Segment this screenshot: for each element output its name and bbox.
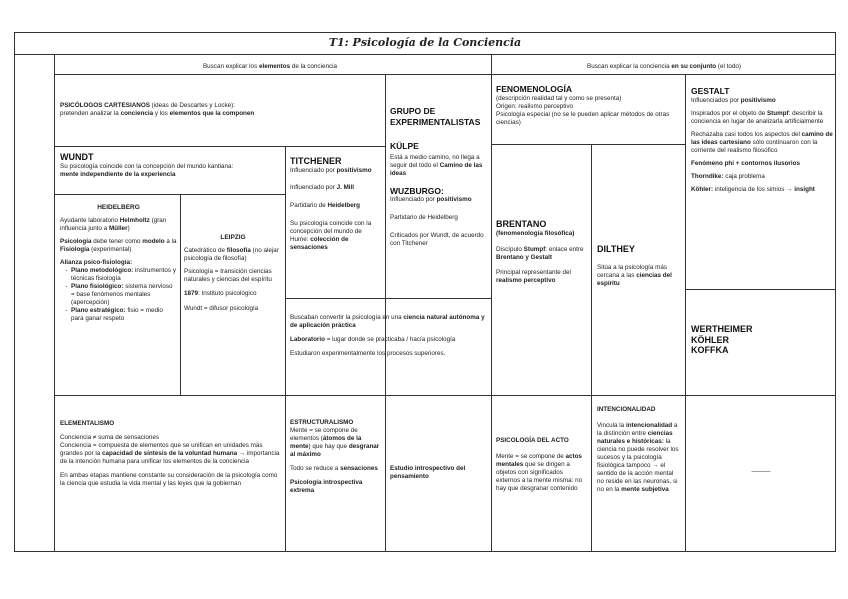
estructuralismo-box: ESTRUCTURALISMO Mente = se compone de elementos (átomos de la mente) que hay que desgranar al máximo Todo se reduce a sensaciones Psicología introspectiva extrema bbox=[290, 419, 380, 494]
experimental-aims: Buscaban convertir la psicología en una ciencia natural autónoma y de aplicación práctica Laboratorio = lugar donde se practicaba / hacía psicología Estudiaron experimentalmente los procesos superiores. bbox=[290, 314, 485, 357]
left-banner: Buscan explicar los elementos de la conciencia bbox=[202, 63, 338, 70]
brentano-box: BRENTANO (fenomenología filosófica) Discípulo Stumpf: enlace entre Brentano y Gestalt Principal representante del realismo perceptivo bbox=[496, 219, 584, 284]
titchener-box: TITCHENER Influenciado por positivismo Influenciado por J. Mill Partidario de Heidelberg Su psicología coincide con la concepción del mundo de Hume: colección de sensaciones bbox=[290, 156, 372, 251]
gestalt-box: GESTALT Influenciados por positivismo Inspirados por el objeto de Stumpf: describir la conciencia en lugar de analizarla artificialmente Rechazaba casi todos los aspectos del camino de las ideas cartesiano sólo continuaron con la corriente del realismo filosófico Fenómeno phi + contornos ilusorios Thorndike: caja problema Köhler: inteligencia de los simios → insight bbox=[691, 86, 833, 193]
page-title: T1: Psicología de la Conciencia bbox=[328, 36, 522, 49]
introspective-study: Estudio introspectivo del pensamiento bbox=[390, 465, 466, 480]
dilthey-box: DILTHEY Sitúa a la psicología más cercana a las ciencias del espíritu bbox=[597, 244, 672, 287]
psicologia-acto-box: PSICOLOGÍA DEL ACTO Mente = se compone de actos mentales que se dirigen a objetos con significados externos a la mente misma: no hay que desgranar contenido bbox=[496, 437, 583, 492]
gestalt-authors: WERTHEIMER KÖHLER KOFFKA bbox=[691, 324, 753, 355]
list-item: - Plano metodológico: instrumentos y técnicas fisiología bbox=[71, 267, 177, 283]
leipzig-box: LEIPZIG Catedrático de filosofía (no alejar psicología de filosofía) Psicología = transición ciencias naturales y ciencias del espíritu 1879: Instituto psicológico Wundt = difusor psicología bbox=[184, 234, 279, 312]
fenomenologia-box: FENOMENOLOGÍA (descripción realidad tal y como se presenta) Origen: realismo perceptivo Psicología especial (no se le pueden aplicar métodos de otras ciencias) bbox=[496, 84, 670, 126]
grupo-title: GRUPO DE EXPERIMENTALISTAS bbox=[390, 106, 481, 127]
heidelberg-box: HEIDELBERG Ayudante laboratorio Helmholtz (gran influencia junto a Müller) Psicología debe tener como modelo a la Fisiología (experimental) Alianza psico-fisiología: - Plano metodológico: instrumentos y técnicas fisiología - Plano fisiológico: sistema nervioso = base fenómenos mentales (apercepción) - Plano estratégico: fisio = medio para ganar respeto bbox=[60, 204, 177, 323]
intencionalidad-box: INTENCIONALIDAD Vincula la intencionalidad a la distinción entre ciencias naturales e históricas: la ciencia no puede resolver los sucesos y la psicología fisiológica tampoco → el sentido de la acción mental no reside en las neuronas, si no en la mente subjetiva bbox=[597, 406, 679, 493]
wundt-box: WUNDT Su psicología coincide con la concepción del mundo kantiana: mente independiente de la experiencia bbox=[60, 152, 234, 178]
kulpe-box: KÜLPE Está a medio camino, no llega a seguir del todo el Camino de las ideas WUZBURGO: Influenciado por positivismo Partidario de Heidelberg Criticados por Wundt, de acuerdo con Titchener bbox=[390, 141, 484, 247]
empty-cell-dash: ——— bbox=[751, 468, 771, 475]
cartesianos-box: PSICÓLOGOS CARTESIANOS (ideas de Descartes y Locke): pretenden analizar la conciencia y los elementos que la componen bbox=[60, 102, 255, 117]
list-item: - Plano estratégico: fisio = medio para ganar respeto bbox=[71, 307, 177, 323]
list-item: - Plano fisiológico: sistema nervioso = base fenómenos mentales (apercepción) bbox=[71, 283, 177, 307]
elementalismo-box: ELEMENTALISMO Conciencia ≠ suma de sensaciones Conciencia = compuesta de elementos que se unifican en unidades más grandes por la capacidad de síntesis de la voluntad humana → importancia de la intención humana para unificar los elementos de la conciencia En ambas etapas mantiene constante su consideración de la psicología como la ciencia que estudia la vida mental y las leyes que la gobiernan bbox=[60, 420, 280, 487]
right-banner: Buscan explicar la conciencia en su conjunto (el todo) bbox=[587, 63, 741, 70]
